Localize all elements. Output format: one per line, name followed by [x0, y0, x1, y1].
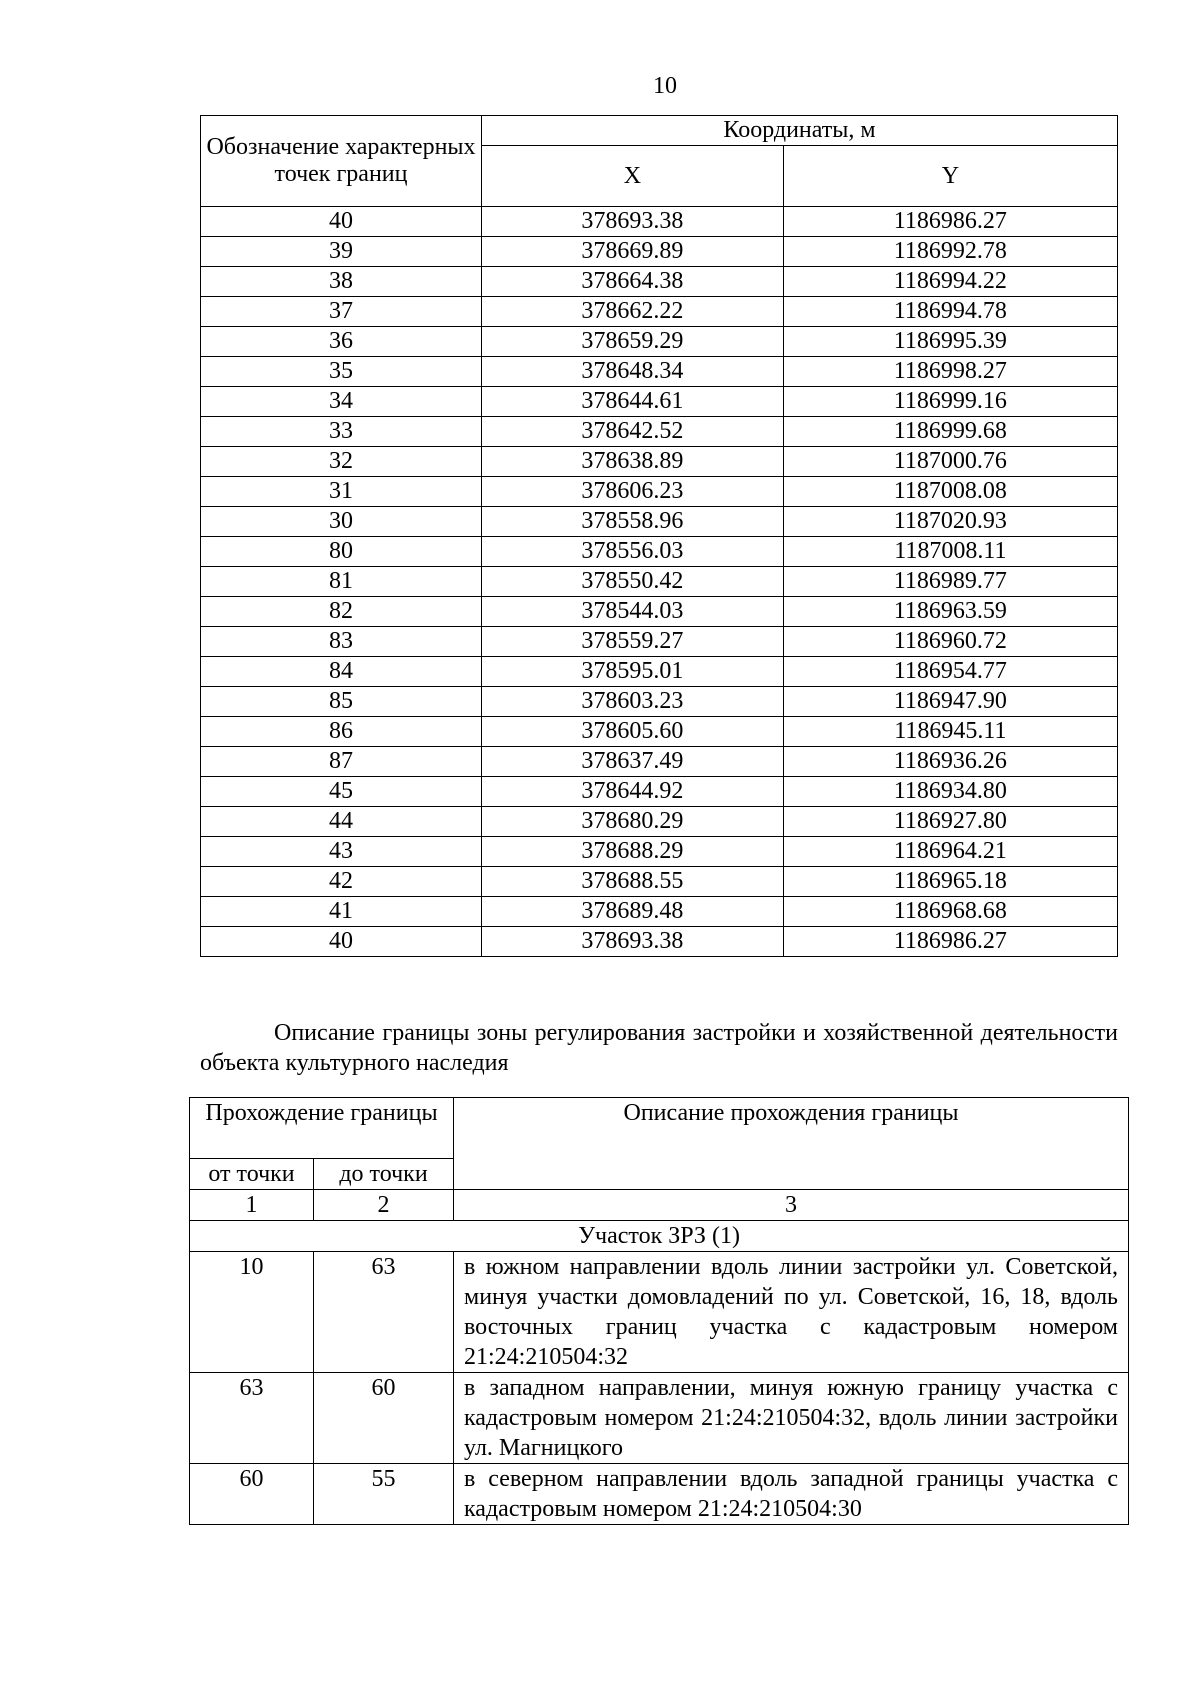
cell-point: 31 [201, 477, 482, 507]
table-row [190, 1252, 1129, 1373]
cell-point: 40 [201, 927, 482, 957]
cell-x: 378559.27 [482, 627, 784, 657]
header-from-point: от точки [190, 1159, 314, 1190]
table-row [201, 267, 1118, 297]
cell-point: 30 [201, 507, 482, 537]
table-row [201, 507, 1118, 537]
cell-from: 63 [190, 1373, 314, 1464]
cell-y: 1186945.11 [783, 717, 1117, 747]
cell-x: 378637.49 [482, 747, 784, 777]
cell-point: 34 [201, 387, 482, 417]
table-row [201, 237, 1118, 267]
cell-point: 44 [201, 807, 482, 837]
cell-point: 87 [201, 747, 482, 777]
table-row [201, 807, 1118, 837]
cell-point: 37 [201, 297, 482, 327]
cell-from: 60 [190, 1464, 314, 1525]
cell-point: 43 [201, 837, 482, 867]
cell-y: 1186947.90 [783, 687, 1117, 717]
cell-x: 378648.34 [482, 357, 784, 387]
cell-y: 1186992.78 [783, 237, 1117, 267]
cell-y: 1186986.27 [783, 927, 1117, 957]
cell-point: 32 [201, 447, 482, 477]
table-row [201, 657, 1118, 687]
zone-description-heading [200, 1018, 1118, 1078]
table-row [201, 747, 1118, 777]
table-row [190, 1373, 1129, 1464]
cell-x: 378662.22 [482, 297, 784, 327]
table-row [201, 387, 1118, 417]
cell-point: 41 [201, 897, 482, 927]
cell-y: 1186994.22 [783, 267, 1117, 297]
cell-x: 378605.60 [482, 717, 784, 747]
table-row [201, 357, 1118, 387]
cell-y: 1186927.80 [783, 807, 1117, 837]
page-number: 10 [653, 73, 677, 99]
cell-x: 378688.55 [482, 867, 784, 897]
cell-x: 378693.38 [482, 927, 784, 957]
table-row [201, 627, 1118, 657]
cell-point: 83 [201, 627, 482, 657]
cell-x: 378659.29 [482, 327, 784, 357]
cell-x: 378669.89 [482, 237, 784, 267]
cell-text: в северном направлении вдоль западной границы участка с кадастровым номером 21:24:210504:30 [454, 1464, 1129, 1525]
cell-x: 378603.23 [482, 687, 784, 717]
cell-to: 63 [314, 1252, 454, 1373]
cell-x: 378556.03 [482, 537, 784, 567]
cell-to: 60 [314, 1373, 454, 1464]
cell-x: 378550.42 [482, 567, 784, 597]
table-row [201, 927, 1118, 957]
cell-x: 378558.96 [482, 507, 784, 537]
cell-point: 42 [201, 867, 482, 897]
header-point-designation: Обозначение характерных точек границ [201, 116, 482, 207]
cell-x: 378693.38 [482, 207, 784, 237]
table-row [201, 567, 1118, 597]
cell-y: 1186999.68 [783, 417, 1117, 447]
cell-y: 1186934.80 [783, 777, 1117, 807]
cell-point: 45 [201, 777, 482, 807]
cell-point: 39 [201, 237, 482, 267]
coordinates-table [200, 115, 1118, 957]
table-row [201, 777, 1118, 807]
header-to-point: до точки [314, 1159, 454, 1190]
cell-x: 378644.92 [482, 777, 784, 807]
table-row [201, 717, 1118, 747]
cell-x: 378689.48 [482, 897, 784, 927]
boundary-route-table [189, 1097, 1129, 1525]
cell-point: 40 [201, 207, 482, 237]
table-row [201, 897, 1118, 927]
cell-y: 1186954.77 [783, 657, 1117, 687]
cell-y: 1186968.68 [783, 897, 1117, 927]
segment-title: Участок ЗРЗ (1) [190, 1221, 1129, 1252]
cell-y: 1187008.08 [783, 477, 1117, 507]
table-row [201, 867, 1118, 897]
cell-y: 1186965.18 [783, 867, 1117, 897]
table-row [201, 417, 1118, 447]
col-number-3: 3 [454, 1190, 1129, 1221]
cell-point: 86 [201, 717, 482, 747]
description-text: Описание границы зоны регулирования застройки и хозяйственной деятельности объекта культурного наследия [200, 1020, 1118, 1076]
cell-y: 1186989.77 [783, 567, 1117, 597]
header-description: Описание прохождения границы [454, 1098, 1129, 1190]
table-row [201, 477, 1118, 507]
cell-y: 1186995.39 [783, 327, 1117, 357]
cell-y: 1186994.78 [783, 297, 1117, 327]
table-row [201, 207, 1118, 237]
cell-point: 38 [201, 267, 482, 297]
cell-point: 36 [201, 327, 482, 357]
cell-y: 1186960.72 [783, 627, 1117, 657]
cell-point: 33 [201, 417, 482, 447]
table-row [201, 597, 1118, 627]
cell-y: 1186964.21 [783, 837, 1117, 867]
header-x: X [482, 146, 784, 207]
cell-x: 378680.29 [482, 807, 784, 837]
cell-to: 55 [314, 1464, 454, 1525]
cell-x: 378644.61 [482, 387, 784, 417]
cell-x: 378544.03 [482, 597, 784, 627]
table-row [201, 687, 1118, 717]
table-row [190, 1464, 1129, 1525]
cell-from: 10 [190, 1252, 314, 1373]
header-passage: Прохождение границы [190, 1098, 454, 1159]
cell-point: 85 [201, 687, 482, 717]
cell-point: 84 [201, 657, 482, 687]
cell-x: 378664.38 [482, 267, 784, 297]
cell-y: 1187020.93 [783, 507, 1117, 537]
cell-x: 378638.89 [482, 447, 784, 477]
cell-point: 80 [201, 537, 482, 567]
cell-y: 1186986.27 [783, 207, 1117, 237]
header-coordinates: Координаты, м [482, 116, 1118, 146]
cell-point: 81 [201, 567, 482, 597]
table-row [201, 537, 1118, 567]
cell-x: 378642.52 [482, 417, 784, 447]
header-y: Y [783, 146, 1117, 207]
cell-y: 1186999.16 [783, 387, 1117, 417]
table-row [201, 297, 1118, 327]
cell-y: 1186936.26 [783, 747, 1117, 777]
cell-text: в западном направлении, минуя южную границу участка с кадастровым номером 21:24:210504:32, вдоль линии застройки ул. Магницкого [454, 1373, 1129, 1464]
cell-y: 1186963.59 [783, 597, 1117, 627]
cell-y: 1186998.27 [783, 357, 1117, 387]
cell-x: 378606.23 [482, 477, 784, 507]
cell-text: в южном направлении вдоль линии застройки ул. Советской, минуя участки домовладений по ул. Советской, 16, 18, вдоль восточных границ участка с кадастровым номером 21:24:210504:32 [454, 1252, 1129, 1373]
table-row [201, 837, 1118, 867]
col-number-1: 1 [190, 1190, 314, 1221]
cell-x: 378688.29 [482, 837, 784, 867]
cell-y: 1187000.76 [783, 447, 1117, 477]
cell-point: 35 [201, 357, 482, 387]
table-row [201, 327, 1118, 357]
col-number-2: 2 [314, 1190, 454, 1221]
table-row [201, 447, 1118, 477]
cell-y: 1187008.11 [783, 537, 1117, 567]
cell-point: 82 [201, 597, 482, 627]
cell-x: 378595.01 [482, 657, 784, 687]
